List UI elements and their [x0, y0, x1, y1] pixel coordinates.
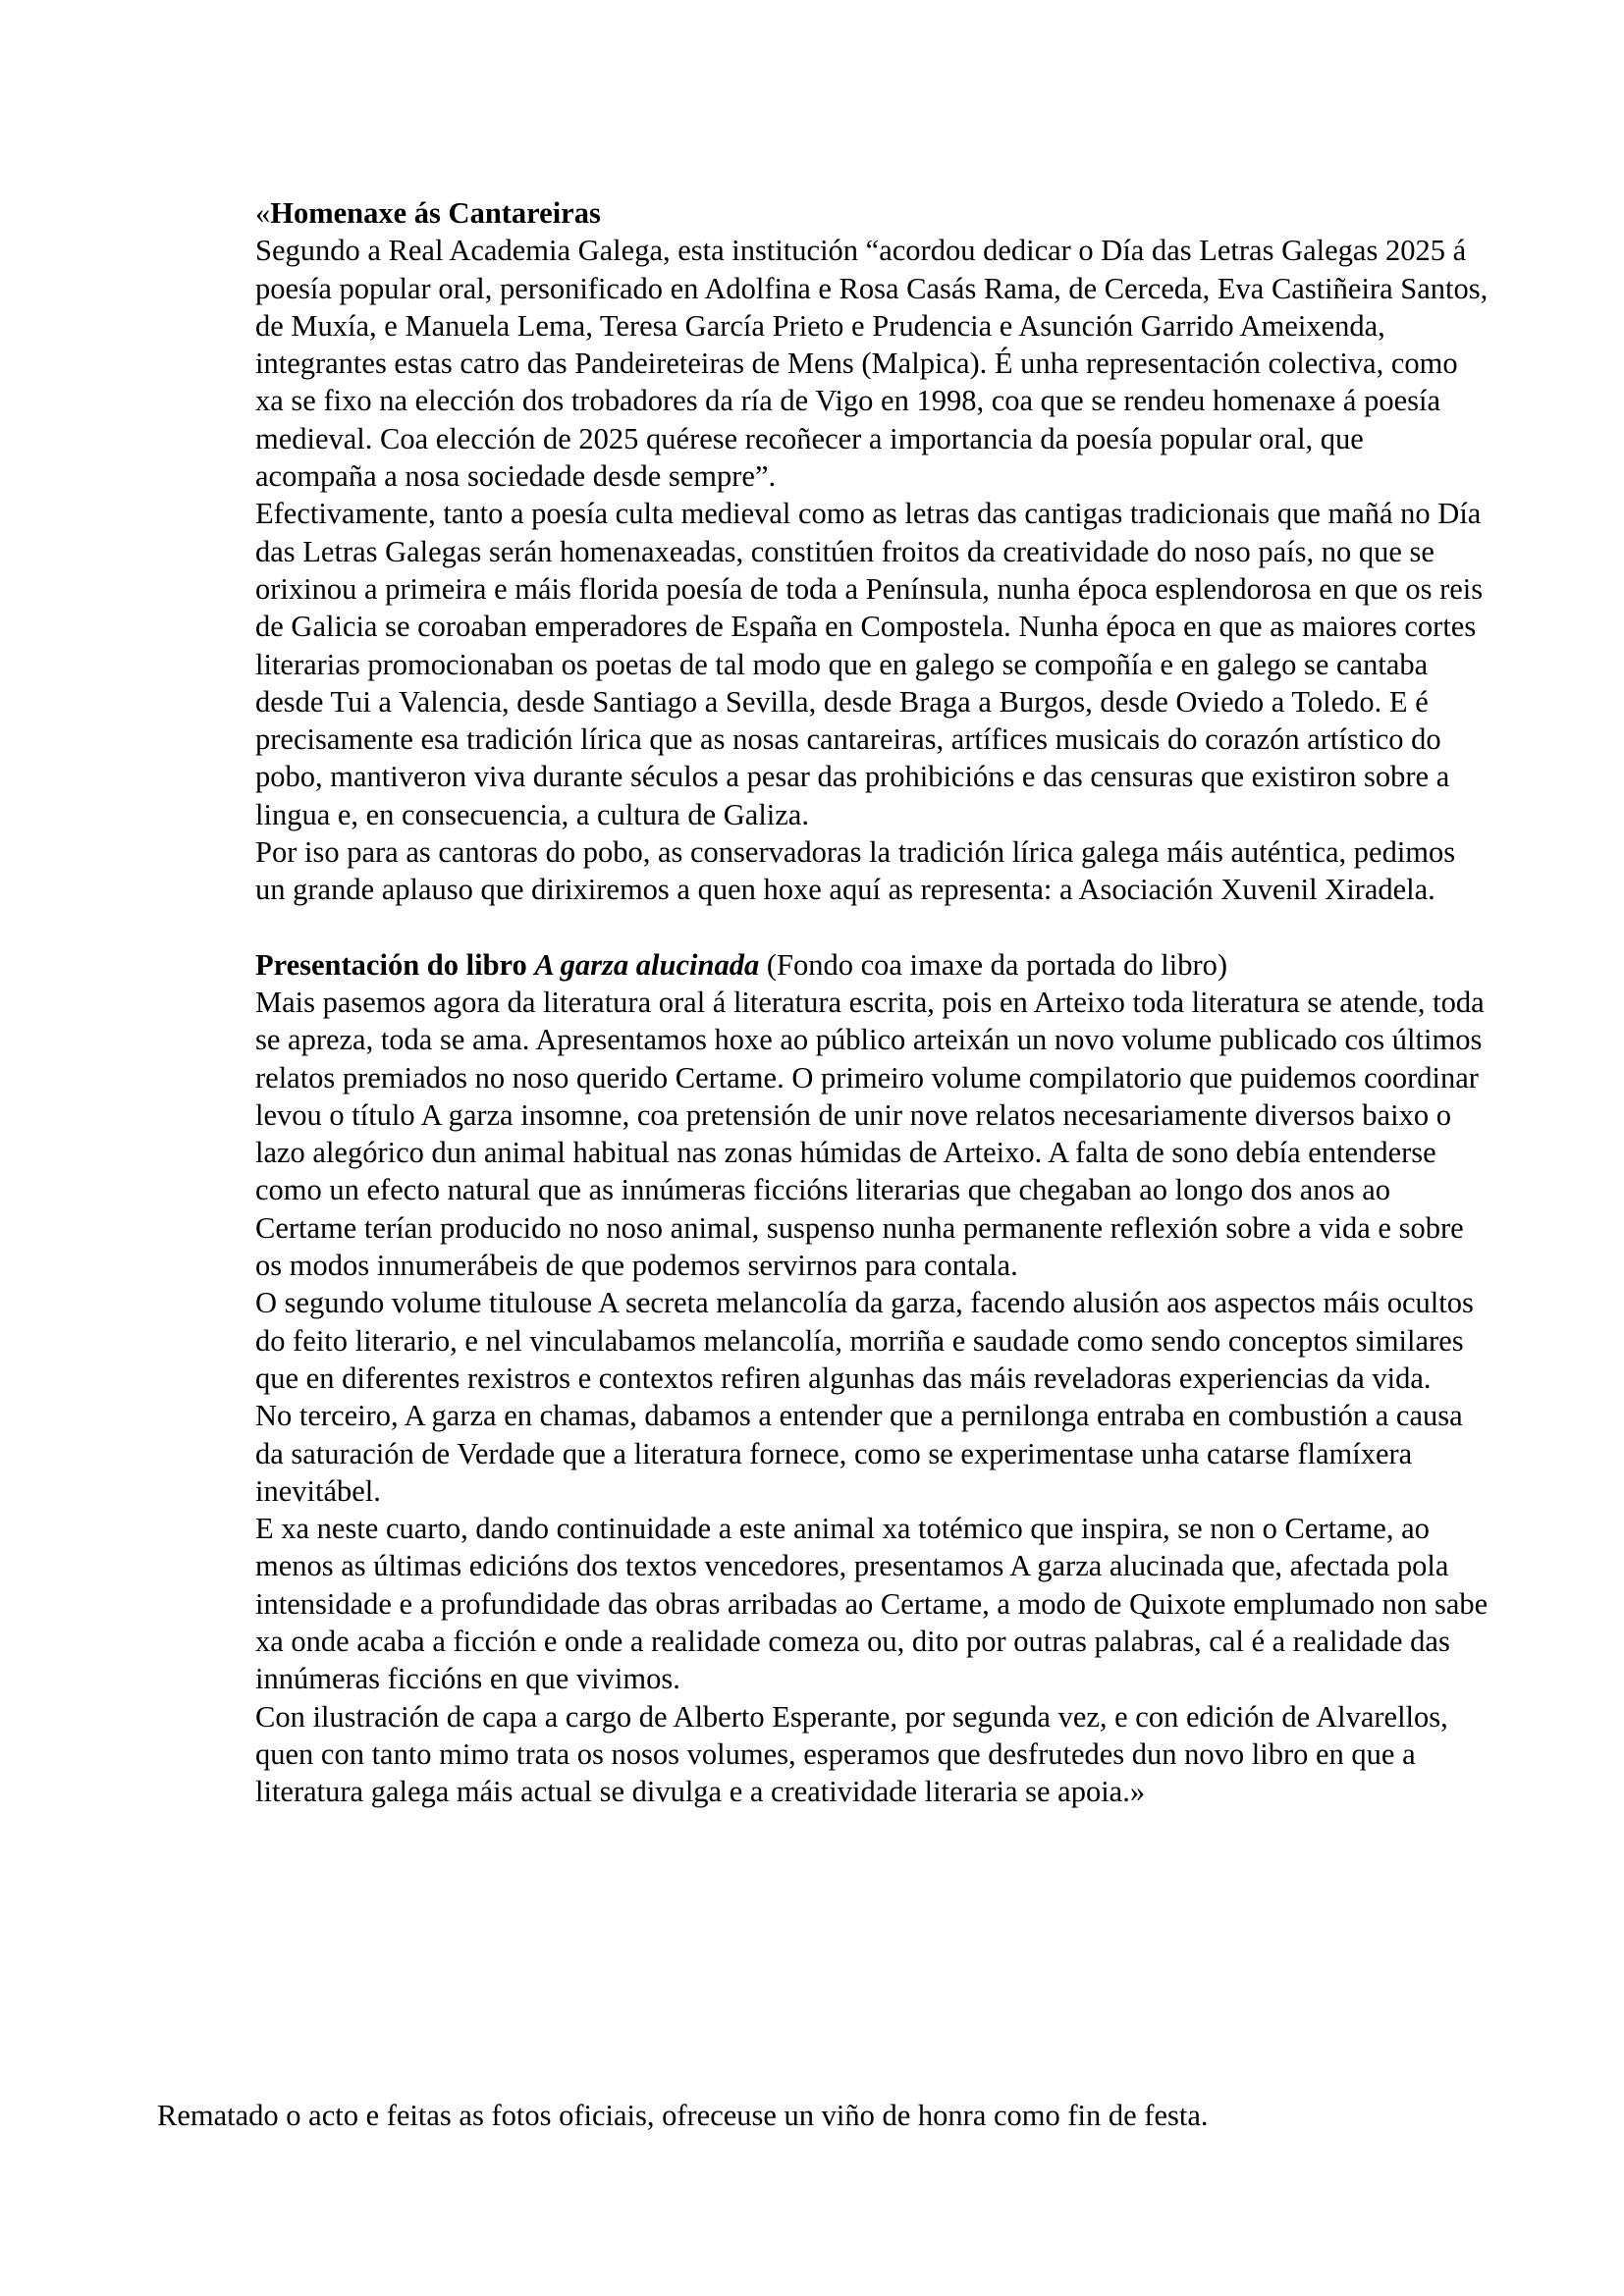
paragraph: Mais pasemos agora da literatura oral á literatura escrita, pois en Arteixo toda literatura se atende, toda se apreza, toda se ama. Apresentamos hoxe ao público arteixán un novo volume publicado cos últimos relatos premiados no noso querido Certame. O primeiro volume compilatorio que puidemos coordinar levou o título A garza insomne, coa pretensión de unir nove relatos necesariamente diversos baixo o lazo alegórico dun animal habitual nas zonas húmidas de Arteixo. A falta de sono debía entenderse como un efecto natural que as innúmeras ficcións literarias que chegaban ao longo dos anos ao Certame terían producido no noso animal, suspenso nunha permanente reflexión sobre a vida e sobre os modos innumerábeis de que podemos servirnos para contala. [255, 985, 1485, 1283]
section-heading-presentacion [255, 946, 1492, 984]
paragraph: E xa neste cuarto, dando continuidade a este animal xa totémico que inspira, se non o Certame, ao menos as últimas edicións dos textos vencedores, presentamos A garza alucinada que, afectada pola intensidade e a profundidade das obras arribadas ao Certame, a modo de Quixote emplumado non sabe xa onde acaba a ficción e onde a realidade comeza ou, dito por outras palabras, cal é a realidade das innúmeras ficcións en que vivimos. [255, 1512, 1489, 1696]
paragraph: No terceiro, A garza en chamas, dabamos a entender que a pernilonga entraba en combustión a causa da saturación de Verdade que a literatura fornece, como se experimentase unha catarse flamíxera inevitábel. [255, 1399, 1463, 1508]
heading-note: (Fondo coa imaxe da portada do libro) [759, 947, 1228, 982]
heading-homenaxe-text: Homenaxe ás Cantareiras [270, 196, 601, 230]
closing-paragraph: Rematado o acto e feitas as fotos oficiais, ofreceuse un viño de honra como fin de festa. [157, 2099, 1209, 2132]
quoted-speech [255, 194, 1492, 1810]
paragraph: Segundo a Real Academia Galega, esta institución “acordou dedicar o Día das Letras Galegas 2025 á poesía popular oral, personificado en Adolfina e Rosa Casás Rama, de Cerceda, Eva Castiñeira Santos, de Muxía, e Manuela Lema, Teresa García Prieto e Prudencia e Asunción Garrido Ameixenda, integrantes estas catro das Pandeireteiras de Mens (Malpica). É unha representación colectiva, como xa se fixo na elección dos trobadores da ría de Vigo en 1998, coa que se rendeu homenaxe á poesía medieval. Coa elección de 2025 quérese recoñecer a importancia da poesía popular oral, que acompaña a nosa sociedade desde sempre”. [255, 234, 1489, 494]
opening-quote: « [255, 196, 271, 230]
paragraph: O segundo volume titulouse A secreta melancolía da garza, facendo alusión aos aspectos máis ocultos do feito literario, e nel vinculabamos melancolía, morriña e saudade como sendo conceptos similares que en diferentes rexistros e contextos refiren algunhas das máis reveladoras experiencias da vida. [255, 1286, 1474, 1395]
section-heading-homenaxe [255, 194, 1492, 232]
book-title: A garza alucinada [534, 947, 760, 982]
paragraph: Efectivamente, tanto a poesía culta medieval como as letras das cantigas tradicionais que mañá no Día das Letras Galegas serán homenaxeadas, constitúen froitos da creatividade do noso país, no que se orixinou a primeira e máis florida poesía de toda a Península, nunha época esplendorosa en que os reis de Galicia se coroaban emperadores de España en Compostela. Nunha época en que as maiores cortes literarias promocionaban os poetas de tal modo que en galego se compoñía e en galego se cantaba desde Tui a Valencia, desde Santiago a Sevilla, desde Braga a Burgos, desde Oviedo a Toledo. E é precisamente esa tradición lírica que as nosas cantareiras, artífices musicais do corazón artístico do pobo, mantiveron viva durante séculos a pesar das prohibicións e das censuras que existiron sobre a lingua e, en consecuencia, a cultura de Galiza. [255, 497, 1484, 831]
paragraph: Por iso para as cantoras do pobo, as conservadoras la tradición lírica galega máis auténtica, pedimos un grande aplauso que dirixiremos a quen hoxe aquí as representa: a Asociación Xuvenil Xiradela. [255, 835, 1456, 907]
heading-presentacion-bold: Presentación do libro [255, 947, 535, 982]
paragraph: Con ilustración de capa a cargo de Alberto Esperante, por segunda vez, e con edición de Alvarellos, quen con tanto mimo trata os nosos volumes, esperamos que desfrutedes dun novo libro en que a literatura galega máis actual se divulga e a creatividade literaria se apoia.» [255, 1699, 1448, 1809]
blank-line [255, 909, 1492, 946]
